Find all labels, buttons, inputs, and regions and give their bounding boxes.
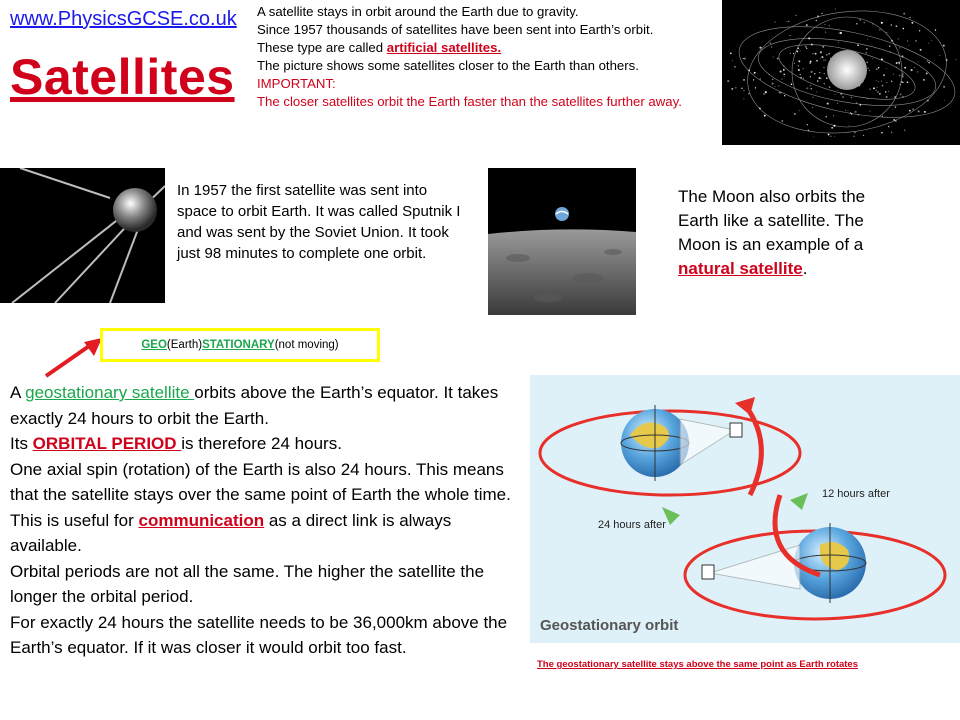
debris-dot xyxy=(798,65,799,66)
debris-dot xyxy=(811,88,812,89)
debris-dot xyxy=(779,92,781,94)
debris-dot xyxy=(807,87,809,89)
debris-dot xyxy=(885,91,886,92)
debris-dot xyxy=(845,110,846,111)
debris-dot xyxy=(867,68,868,69)
debris-dot xyxy=(923,79,925,81)
debris-dot xyxy=(730,53,732,55)
debris-dot xyxy=(864,22,865,23)
debris-dot xyxy=(796,50,798,52)
debris-dot xyxy=(856,23,858,25)
stationary-word: STATIONARY xyxy=(202,339,275,351)
geo-not-moving: (not moving) xyxy=(274,339,339,351)
debris-dot xyxy=(915,40,916,41)
debris-dot xyxy=(790,53,791,54)
debris-dot xyxy=(895,120,897,122)
debris-dot xyxy=(869,70,870,71)
intro-line-3-prefix: These type are called xyxy=(257,40,387,55)
debris-dot xyxy=(909,17,910,18)
debris-dot xyxy=(826,77,828,79)
debris-dot xyxy=(866,48,868,50)
debris-dot xyxy=(797,48,798,49)
debris-dot xyxy=(927,60,928,61)
debris-dot xyxy=(894,96,896,98)
debris-dot xyxy=(867,39,868,40)
debris-dot xyxy=(748,69,750,71)
debris-dot xyxy=(831,127,833,129)
debris-dot xyxy=(888,126,890,128)
artificial-satellites-link[interactable]: artificial satellites. xyxy=(386,40,502,55)
debris-dot xyxy=(859,19,861,21)
debris-dot xyxy=(869,110,870,111)
debris-dot xyxy=(893,119,895,121)
debris-dot xyxy=(819,72,820,73)
debris-dot xyxy=(743,58,744,59)
debris-dot xyxy=(956,59,957,60)
intro-line-3 xyxy=(257,40,727,56)
debris-dot xyxy=(881,58,883,60)
debris-dot xyxy=(840,32,842,34)
debris-dot xyxy=(866,52,867,53)
debris-dot xyxy=(731,88,733,90)
debris-dot xyxy=(944,100,945,101)
debris-dot xyxy=(886,32,887,33)
debris-dot xyxy=(783,69,785,71)
debris-dot xyxy=(734,66,736,68)
debris-dot xyxy=(780,92,781,93)
debris-dot xyxy=(794,63,795,64)
debris-dot xyxy=(876,68,878,70)
debris-dot xyxy=(814,73,815,74)
debris-dot xyxy=(907,81,909,83)
debris-dot xyxy=(741,87,743,89)
debris-dot xyxy=(759,107,761,109)
body-paragraph-2 xyxy=(10,431,515,457)
debris-dot xyxy=(899,75,901,77)
diagram-caption: The geostationary satellite stays above the same point as Earth rotates xyxy=(537,659,858,670)
debris-dot xyxy=(807,124,808,125)
debris-dot xyxy=(805,46,807,48)
debris-dot xyxy=(902,96,903,97)
debris-dot xyxy=(837,90,838,91)
debris-dot xyxy=(744,58,746,60)
debris-dot xyxy=(896,62,898,64)
debris-dot xyxy=(810,76,811,77)
debris-dot xyxy=(899,84,900,85)
debris-dot xyxy=(896,67,897,68)
debris-dot xyxy=(878,81,879,82)
debris-dot xyxy=(876,80,877,81)
debris-dot xyxy=(743,90,744,91)
debris-dot xyxy=(924,111,926,113)
debris-dot xyxy=(848,125,849,126)
moon-text-prefix: The Moon also orbits the Earth like a satellite. The Moon is an example of a xyxy=(678,187,866,254)
debris-dot xyxy=(806,24,808,26)
debris-dot xyxy=(867,98,868,99)
debris-dot xyxy=(823,60,824,61)
debris-dot xyxy=(851,97,852,98)
debris-dot xyxy=(770,42,772,44)
debris-dot xyxy=(778,86,779,87)
debris-dot xyxy=(886,96,888,98)
communication-link[interactable]: communication xyxy=(138,510,265,530)
body-p2-a: Its xyxy=(10,434,33,453)
debris-dot xyxy=(825,60,826,61)
orbit-diagram-svg xyxy=(530,375,960,643)
debris-dot xyxy=(895,106,897,108)
debris-dot xyxy=(881,132,883,134)
debris-dot xyxy=(811,44,813,46)
debris-dot xyxy=(817,80,819,82)
debris-dot xyxy=(851,113,853,115)
debris-dot xyxy=(907,41,908,42)
debris-dot xyxy=(748,93,749,94)
debris-dot xyxy=(822,46,824,48)
debris-dot xyxy=(800,74,801,75)
debris-dot xyxy=(943,86,945,88)
body-p1-a: A xyxy=(10,383,26,402)
earthrise-svg xyxy=(488,168,636,315)
geostationary-explanation xyxy=(10,380,515,661)
debris-dot xyxy=(772,79,774,81)
debris-dot xyxy=(920,49,922,51)
debris-dot xyxy=(835,94,836,95)
debris-dot xyxy=(891,132,892,133)
debris-dot xyxy=(838,42,839,43)
debris-dot xyxy=(823,67,824,68)
debris-dot xyxy=(820,51,822,53)
debris-dot xyxy=(795,15,796,16)
debris-dot xyxy=(886,82,887,83)
debris-dot xyxy=(784,76,785,77)
debris-dot xyxy=(903,13,905,15)
body-paragraph-1 xyxy=(10,380,515,431)
debris-dot xyxy=(904,129,905,130)
geo-word: GEO xyxy=(141,339,167,351)
debris-dot xyxy=(803,68,804,69)
orbital-period-link[interactable]: ORBITAL PERIOD xyxy=(32,434,182,453)
debris-dot xyxy=(878,67,879,68)
closer-satellites-text: The closer satellites orbit the Earth faster than the satellites further away. xyxy=(257,94,682,109)
debris-dot xyxy=(919,30,920,31)
debris-dot xyxy=(892,109,893,110)
debris-dot xyxy=(799,110,800,111)
debris-dot xyxy=(911,22,913,24)
debris-dot xyxy=(903,28,905,30)
intro-line-2: Since 1957 thousands of satellites have been sent into Earth’s orbit. xyxy=(257,22,654,37)
debris-dot xyxy=(755,87,756,88)
intro-line-4: The picture shows some satellites closer to the Earth than others. xyxy=(257,58,639,73)
intro-text xyxy=(257,4,727,112)
debris-dot xyxy=(840,93,842,95)
debris-dot xyxy=(784,95,785,96)
debris-dot xyxy=(732,60,733,61)
debris-dot xyxy=(820,58,821,59)
debris-dot xyxy=(786,21,787,22)
debris-dot xyxy=(816,60,818,62)
geo-definition-box xyxy=(100,328,380,362)
debris-dot xyxy=(902,82,903,83)
debris-dot xyxy=(912,108,914,110)
geostationary-satellite-link[interactable]: geostationary satellite xyxy=(25,383,195,402)
debris-dot xyxy=(827,103,829,105)
debris-dot xyxy=(794,113,796,115)
important-label: IMPORTANT: xyxy=(257,76,336,91)
debris-dot xyxy=(911,69,913,71)
debris-dot xyxy=(810,85,811,86)
debris-dot xyxy=(812,53,813,54)
debris-dot xyxy=(891,40,893,42)
debris-dot xyxy=(781,120,783,122)
debris-dot xyxy=(773,57,774,58)
body-p4-b: as a direct link is always available. xyxy=(10,510,452,555)
body-paragraph-4 xyxy=(10,508,515,559)
debris-dot xyxy=(771,46,772,47)
geostationary-orbit-diagram xyxy=(530,375,960,643)
debris-dot xyxy=(765,91,767,93)
debris-dot xyxy=(873,87,875,89)
debris-dot xyxy=(891,80,893,82)
debris-dot xyxy=(830,136,831,137)
debris-dot xyxy=(909,45,910,46)
label-12-hours: 12 hours after xyxy=(822,488,890,500)
debris-dot xyxy=(856,102,857,103)
debris-dot xyxy=(825,24,826,25)
debris-dot xyxy=(890,51,891,52)
debris-dot xyxy=(896,25,898,27)
debris-dot xyxy=(939,55,940,56)
debris-dot xyxy=(826,54,828,56)
debris-dot xyxy=(828,53,830,55)
debris-dot xyxy=(902,55,904,57)
debris-dot xyxy=(889,46,890,47)
natural-satellite-link[interactable]: natural satellite xyxy=(678,259,803,278)
diagram-title: Geostationary orbit xyxy=(540,617,679,634)
debris-dot xyxy=(793,53,794,54)
debris-dot xyxy=(888,91,889,92)
debris-dot xyxy=(772,83,774,85)
debris-dot xyxy=(808,37,810,39)
sputnik-image xyxy=(0,168,165,303)
debris-dot xyxy=(875,90,876,91)
debris-dot xyxy=(898,62,900,64)
debris-dot xyxy=(813,97,814,98)
satellite-swarm-svg xyxy=(722,0,960,145)
debris-dot xyxy=(866,62,868,64)
debris-dot xyxy=(833,125,835,127)
debris-dot xyxy=(769,74,770,75)
debris-dot xyxy=(815,53,817,55)
debris-dot xyxy=(898,38,899,39)
debris-dot xyxy=(914,67,915,68)
body-paragraph-6: For exactly 24 hours the satellite needs to be 36,000km above the Earth’s equator. If it was closer it would orbit too fast. xyxy=(10,612,508,657)
debris-dot xyxy=(743,79,745,81)
debris-dot xyxy=(800,77,802,79)
debris-dot xyxy=(783,74,784,75)
debris-dot xyxy=(891,24,893,26)
debris-dot xyxy=(870,89,871,90)
debris-dot xyxy=(781,78,782,79)
debris-dot xyxy=(882,85,884,87)
debris-dot xyxy=(777,58,779,60)
body-p4-a: This is useful for xyxy=(10,510,139,530)
debris-dot xyxy=(899,47,900,48)
debris-dot xyxy=(854,132,855,133)
debris-dot xyxy=(881,22,883,24)
debris-dot xyxy=(824,73,825,74)
debris-dot xyxy=(847,110,848,111)
debris-dot xyxy=(810,61,812,63)
sputnik-text: In 1957 the first satellite was sent into space to orbit Earth. It was called Sputnik I and was sent by the Soviet Union. It took just 98 minutes to complete one orbit. xyxy=(177,182,461,262)
debris-dot xyxy=(879,93,881,95)
debris-dot xyxy=(774,86,775,87)
debris-dot xyxy=(798,69,800,71)
debris-dot xyxy=(928,43,929,44)
debris-dot xyxy=(817,15,819,17)
debris-dot xyxy=(858,114,860,116)
debris-dot xyxy=(783,65,784,66)
debris-dot xyxy=(943,45,945,47)
debris-dot xyxy=(946,59,948,61)
debris-dot xyxy=(816,20,817,21)
body-p2-b: is therefore 24 hours. xyxy=(181,434,342,453)
debris-dot xyxy=(927,100,929,102)
label-24-hours: 24 hours after xyxy=(598,519,666,531)
debris-dot xyxy=(813,136,814,137)
debris-dot xyxy=(839,33,840,34)
debris-dot xyxy=(764,115,766,117)
debris-dot xyxy=(855,111,857,113)
debris-dot xyxy=(806,48,807,49)
debris-dot xyxy=(780,70,782,72)
satellite-swarm-image xyxy=(722,0,960,145)
debris-dot xyxy=(928,62,929,63)
body-paragraph-3: One axial spin (rotation) of the Earth is also 24 hours. This means that the satellite stays over the same point of Earth the whole time. xyxy=(10,459,511,504)
debris-dot xyxy=(837,102,838,103)
debris-dot xyxy=(824,83,826,85)
debris-dot xyxy=(811,71,813,73)
debris-dot xyxy=(873,23,874,24)
debris-dot xyxy=(812,107,813,108)
debris-dot xyxy=(788,21,789,22)
debris-dot xyxy=(818,77,820,79)
debris-dot xyxy=(828,134,830,136)
debris-dot xyxy=(931,40,932,41)
debris-dot xyxy=(735,87,737,89)
debris-dot xyxy=(816,91,817,92)
debris-dot xyxy=(859,104,861,106)
debris-dot xyxy=(918,110,920,112)
debris-dot xyxy=(893,74,894,75)
debris-dot xyxy=(876,87,877,88)
debris-dot xyxy=(883,74,885,76)
geo-earth: (Earth) xyxy=(166,339,203,351)
moon-text xyxy=(678,185,878,281)
debris-dot xyxy=(753,79,754,80)
debris-dot xyxy=(775,22,776,23)
debris-dot xyxy=(760,78,762,80)
debris-dot xyxy=(857,44,859,46)
debris-dot xyxy=(877,91,879,93)
debris-dot xyxy=(789,35,790,36)
debris-dot xyxy=(825,116,827,118)
debris-dot xyxy=(917,71,918,72)
body-paragraph-5: Orbital periods are not all the same. The higher the satellite the longer the orbital period. xyxy=(10,561,485,606)
debris-dot xyxy=(821,13,822,14)
debris-dot xyxy=(763,93,765,95)
debris-dot xyxy=(872,58,873,59)
debris-dot xyxy=(835,9,836,10)
debris-dot xyxy=(800,50,801,51)
debris-dot xyxy=(808,129,810,131)
site-link[interactable]: www.PhysicsGCSE.co.uk xyxy=(10,8,237,30)
debris-dot xyxy=(935,29,936,30)
debris-dot xyxy=(904,67,906,69)
debris-dot xyxy=(842,96,844,98)
debris-dot xyxy=(900,93,902,95)
debris-dot xyxy=(754,72,756,74)
debris-dot xyxy=(829,86,831,88)
debris-dot xyxy=(882,116,883,117)
debris-dot xyxy=(791,83,793,85)
page-title: Satellites xyxy=(10,49,235,105)
debris-dot xyxy=(926,72,928,74)
debris-dot xyxy=(727,80,729,82)
debris-dot xyxy=(759,47,761,49)
debris-dot xyxy=(901,81,902,82)
debris-dot xyxy=(829,25,830,26)
intro-line-1: A satellite stays in orbit around the Earth due to gravity. xyxy=(257,4,579,19)
debris-dot xyxy=(902,73,904,75)
debris-dot xyxy=(863,135,864,136)
moon-text-suffix: . xyxy=(802,259,808,278)
debris-dot xyxy=(853,136,854,137)
debris-dot xyxy=(879,29,881,31)
body-p1-b: orbits above the Earth’s equator. It takes exactly 24 hours to orbit the Earth. xyxy=(10,383,499,428)
debris-dot xyxy=(909,110,911,112)
debris-dot xyxy=(825,32,826,33)
sputnik-svg xyxy=(0,168,165,303)
debris-dot xyxy=(798,60,800,62)
debris-dot xyxy=(886,68,887,69)
debris-dot xyxy=(918,61,919,62)
earthrise-image xyxy=(488,168,636,315)
debris-dot xyxy=(881,81,882,82)
debris-dot xyxy=(834,136,835,137)
debris-dot xyxy=(833,115,834,116)
debris-dot xyxy=(743,98,744,99)
debris-dot xyxy=(803,78,804,79)
debris-dot xyxy=(821,78,822,79)
debris-dot xyxy=(821,56,823,58)
debris-dot xyxy=(902,75,903,76)
